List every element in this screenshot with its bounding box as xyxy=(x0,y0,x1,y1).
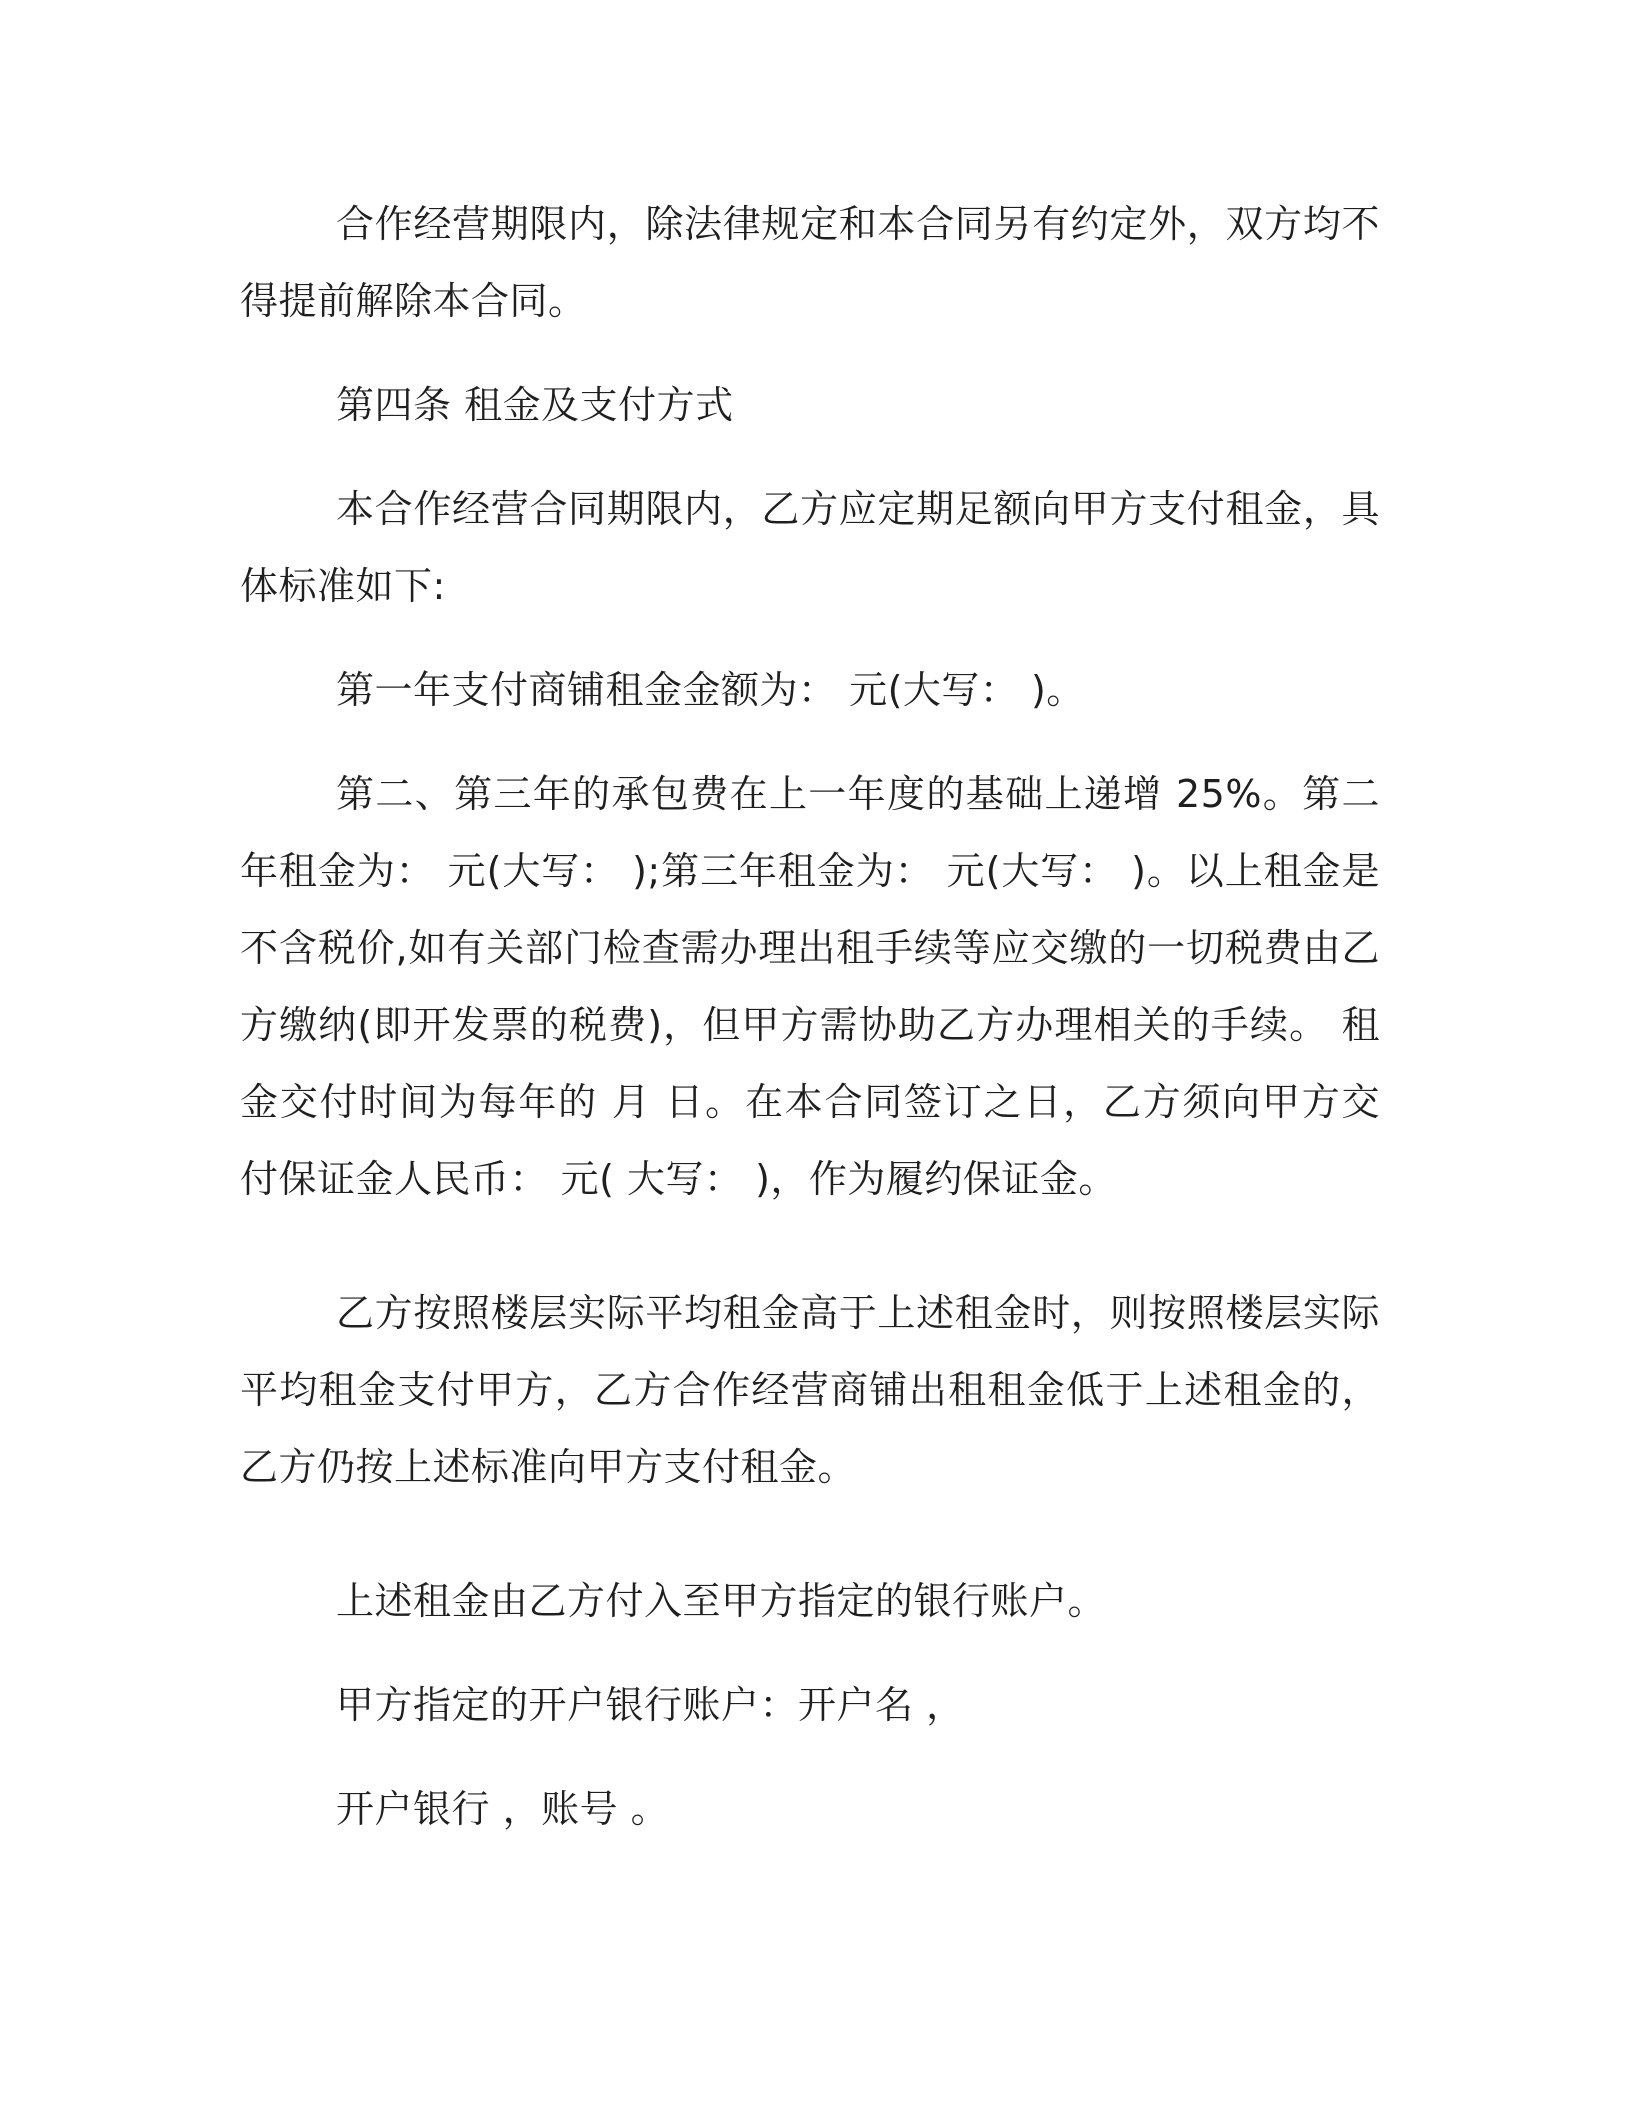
paragraph-account-name: 甲方指定的开户银行账户：开户名 ， xyxy=(336,1683,965,1727)
paragraph-average-rent: 乙方按照楼层实际平均租金高于上述租金时，则按照楼层实际平均租金支付甲方，乙方合作经营商铺出租租金低于上述租金的，乙方仍按上述标准向甲方支付租金。 xyxy=(240,1291,1380,1489)
paragraph-bank-account: 开户银行 ，账号 。 xyxy=(336,1787,670,1831)
document-body xyxy=(240,186,1380,1848)
paragraph-rent-increase: 第二、第三年的承包费在上一年度的基础上递增 25%。第二年租金为： 元(大写： );第三年租金为： 元(大写： )。以上租金是不含税价,如有关部门检查需办理出租手续等应交缴的一切税费由乙方缴纳(即开发票的税费)，但甲方需协助乙方办理相关的手续。 租金交付时间为每年的 月 日。在本合同签订之日，乙方须向甲方交付保证金人民币： 元( 大写： )，作为履约保证金。 xyxy=(240,772,1380,1201)
paragraph-first-year-rent: 第一年支付商铺租金金额为： 元(大写： )。 xyxy=(336,668,1085,712)
paragraph-contract-term: 合作经营期限内，除法律规定和本合同另有约定外，双方均不得提前解除本合同。 xyxy=(240,202,1380,323)
section-heading-rent-payment: 第四条 租金及支付方式 xyxy=(336,383,734,427)
paragraph-bank-payment: 上述租金由乙方付入至甲方指定的银行账户。 xyxy=(336,1579,1107,1623)
paragraph-rent-standard: 本合作经营合同期限内，乙方应定期足额向甲方支付租金，具体标准如下: xyxy=(240,487,1380,608)
